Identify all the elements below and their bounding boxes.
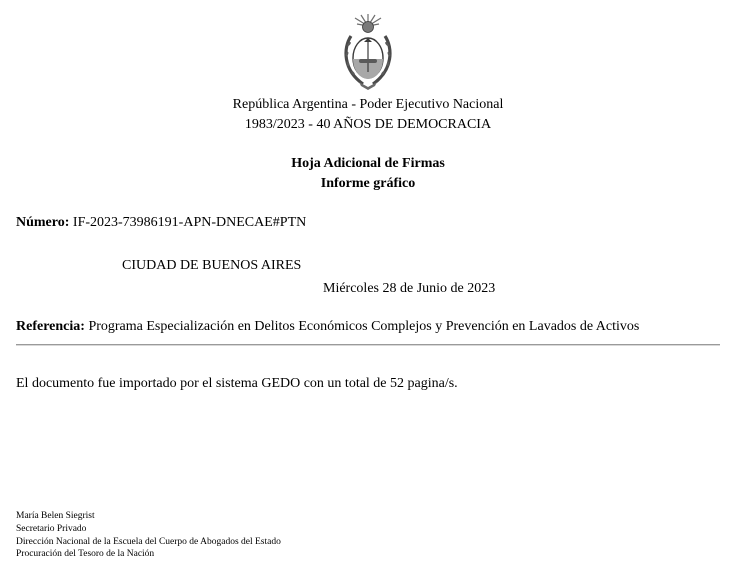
document-subtitle: Informe gráfico <box>320 176 416 191</box>
location-text: CIUDAD DE BUENOS AIRES <box>122 258 302 273</box>
date-text: Miércoles 28 de Junio de 2023 <box>323 281 496 296</box>
document-title: Hoja Adicional de Firmas <box>291 156 445 171</box>
header-motto: 1983/2023 - 40 AÑOS DE DEMOCRACIA <box>244 117 492 132</box>
signer-department: Dirección Nacional de la Escuela del Cuerpo de Abogados del Estado <box>16 537 281 547</box>
reference-label: Referencia: <box>16 319 85 334</box>
document-number-value: IF-2023-73986191-APN-DNECAE#PTN <box>72 215 307 230</box>
body-text: El documento fue importado por el sistema GEDO con un total de 52 pagina/s. <box>16 376 458 391</box>
document-number-label: Número: <box>16 215 70 230</box>
header-government: República Argentina - Poder Ejecutivo Nacional <box>232 97 504 112</box>
reference-value: Programa Especialización en Delitos Económicos Complejos y Prevención en Lavados de Activos <box>88 319 640 334</box>
signer-name: María Belen Siegrist <box>16 511 95 521</box>
signer-role: Secretario Privado <box>16 524 87 534</box>
signer-office: Procuración del Tesoro de la Nación <box>16 549 155 559</box>
section-divider <box>16 344 720 346</box>
argentina-coat-of-arms-icon <box>337 12 399 92</box>
document-number-row <box>16 215 306 231</box>
reference-row <box>16 319 639 335</box>
